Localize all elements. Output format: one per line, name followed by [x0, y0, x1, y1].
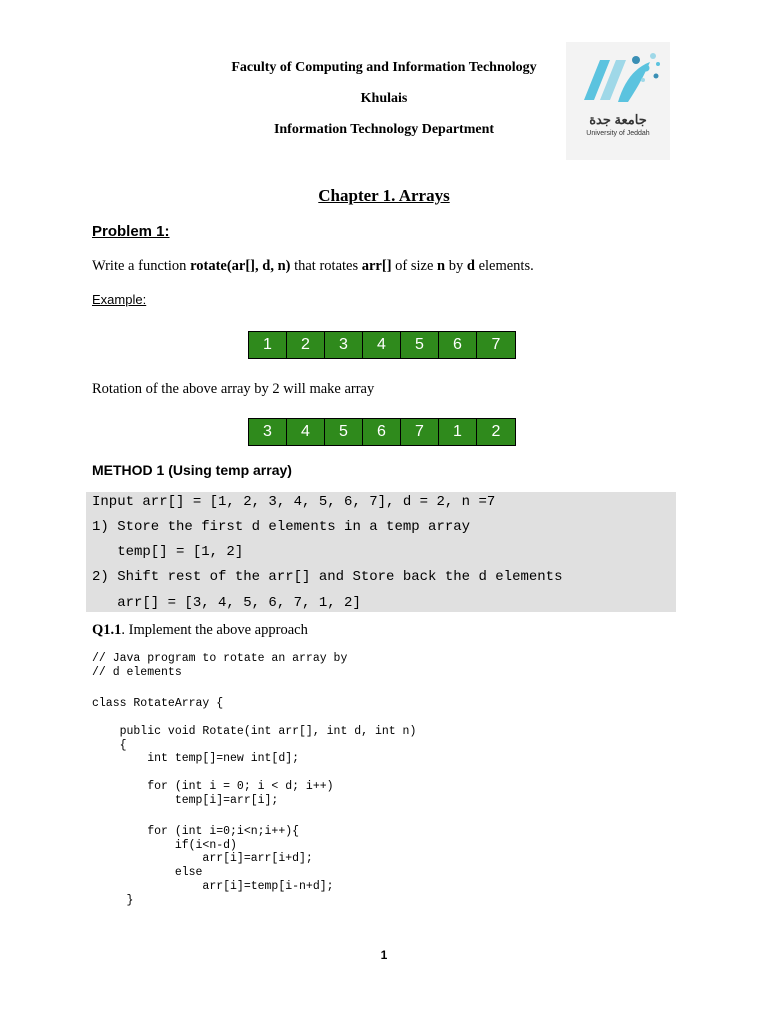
code-line: // Java program to rotate an array by — [92, 652, 348, 665]
code-line: { — [92, 739, 127, 752]
statement-text: elements. — [474, 258, 534, 274]
rotation-text: Rotation of the above array by 2 will make array — [92, 381, 375, 397]
code-line: if(i<n-d) — [92, 839, 237, 852]
method-step-line: temp[] = [1, 2] — [92, 544, 244, 560]
code-line: int temp[]=new int[d]; — [92, 752, 300, 765]
question-text: . Implement the above approach — [121, 622, 308, 638]
statement-text: Write a function — [92, 258, 191, 274]
array-cell: 1 — [249, 332, 287, 358]
chapter-title: Chapter 1. Arrays — [318, 186, 450, 205]
array-cell: 5 — [325, 419, 363, 445]
logo-mark-icon — [566, 42, 670, 112]
array-cell: 7 — [401, 419, 439, 445]
array-cell: 4 — [363, 332, 401, 358]
method-step-line: arr[] = [3, 4, 5, 6, 7, 1, 2] — [92, 595, 361, 611]
array-cell: 2 — [477, 419, 515, 445]
statement-rotation-var: d — [466, 258, 475, 274]
code-line: else — [92, 866, 203, 879]
question-label: Q1.1 — [92, 622, 122, 638]
logo-arabic-name: جامعة جدة — [589, 112, 647, 127]
statement-text: of size — [391, 258, 438, 274]
code-line: // d elements — [92, 666, 182, 679]
statement-array-name: arr[] — [361, 258, 392, 274]
code-line: for (int i = 0; i < d; i++) — [92, 780, 334, 793]
method-step-line: Input arr[] = [1, 2, 3, 4, 5, 6, 7], d = 2, n =7 — [92, 494, 496, 510]
code-line: public void Rotate(int arr[], int d, int n) — [92, 725, 417, 738]
array-cell: 3 — [249, 419, 287, 445]
example-label: Example: — [92, 292, 147, 307]
array-cell: 5 — [401, 332, 439, 358]
problem-heading: Problem 1: — [92, 223, 170, 240]
statement-text: by — [445, 258, 467, 274]
array-cell: 2 — [287, 332, 325, 358]
method-step-line: 1) Store the first d elements in a temp array — [92, 519, 471, 535]
statement-text: that rotates — [290, 258, 362, 274]
array-cell: 6 — [363, 419, 401, 445]
array-cell: 1 — [439, 419, 477, 445]
array-cell: 6 — [439, 332, 477, 358]
code-line: arr[i]=arr[i+d]; — [92, 852, 313, 865]
campus-title: Khulais — [360, 91, 408, 106]
method-heading: METHOD 1 (Using temp array) — [92, 462, 292, 478]
array-cell: 3 — [325, 332, 363, 358]
code-line: arr[i]=temp[i-n+d]; — [92, 880, 334, 893]
code-line: } — [92, 894, 134, 907]
statement-function-signature: rotate(ar[], d, n) — [190, 258, 291, 274]
university-logo — [566, 42, 670, 160]
statement-size-var: n — [437, 258, 446, 274]
code-line: for (int i=0;i<n;i++){ — [92, 825, 300, 838]
code-line: class RotateArray { — [92, 697, 224, 710]
page-number: 1 — [380, 948, 388, 962]
method-step-line: 2) Shift rest of the arr[] and Store back the d elements — [92, 569, 563, 585]
array-cell: 7 — [477, 332, 515, 358]
array-cell: 4 — [287, 419, 325, 445]
array-after — [248, 418, 516, 446]
faculty-title: Faculty of Computing and Information Technology — [231, 60, 537, 75]
code-line: temp[i]=arr[i]; — [92, 794, 279, 807]
logo-english-name: University of Jeddah — [586, 130, 650, 137]
problem-statement — [92, 258, 534, 275]
question — [92, 622, 308, 639]
array-before — [248, 331, 516, 359]
department-title: Information Technology Department — [273, 122, 495, 137]
